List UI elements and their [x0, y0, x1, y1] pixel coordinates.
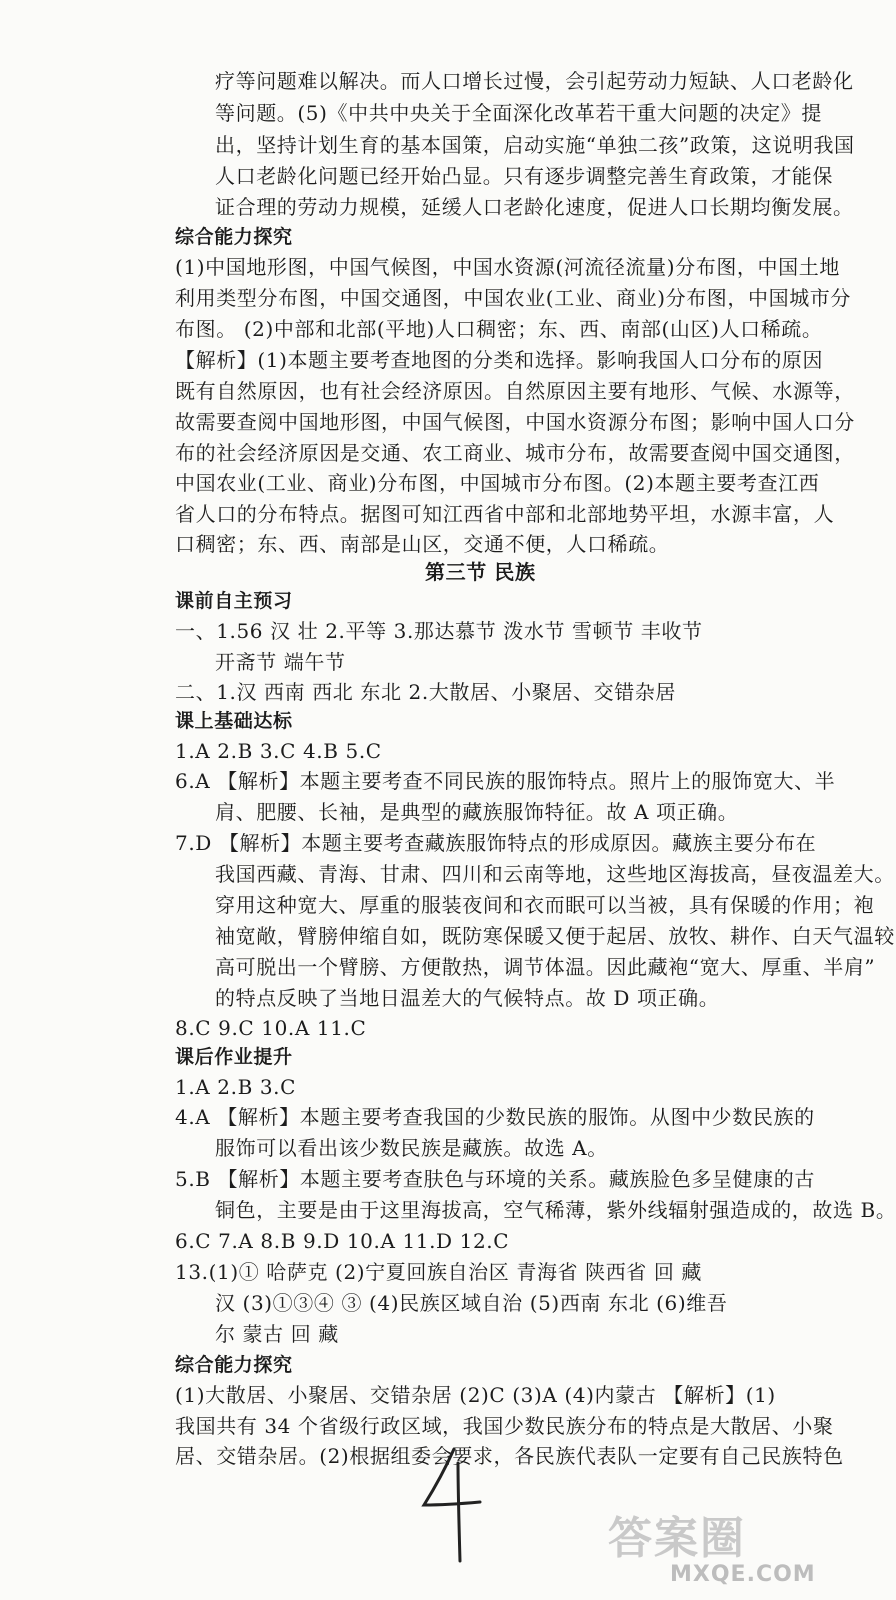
- section-heading: 课上基础达标: [175, 710, 293, 732]
- paragraph-line: 的特点反映了当地日温差大的气候特点。故 D 项正确。: [215, 986, 720, 1010]
- site-watermark: [600, 1500, 816, 1595]
- section-heading: 综合能力探究: [175, 226, 293, 248]
- handwritten-page-number: [418, 1445, 488, 1565]
- paragraph-line: 4.A 【解析】本题主要考查我国的少数民族的服饰。从图中少数民族的: [175, 1105, 815, 1129]
- section-heading: 课后作业提升: [175, 1046, 293, 1068]
- paragraph-line: 【解析】(1)本题主要考查地图的分类和选择。影响我国人口分布的原因: [175, 348, 824, 372]
- paragraph-line: 中国农业(工业、商业)分布图，中国城市分布图。(2)本题主要考查江西: [175, 471, 820, 495]
- paragraph-line: 布的社会经济原因是交通、农工商业、城市分布，故需要查阅中国交通图，: [175, 441, 855, 465]
- paragraph-line: 一、1.56 汉 壮 2.平等 3.那达慕节 泼水节 雪顿节 丰收节: [175, 619, 703, 643]
- paragraph-line: 6.A 【解析】本题主要考查不同民族的服饰特点。照片上的服饰宽大、半: [175, 769, 836, 793]
- paragraph-line: 人口老龄化问题已经开始凸显。只有逐步调整完善生育政策，才能保: [215, 164, 833, 188]
- paragraph-line: 1.A 2.B 3.C: [175, 1075, 297, 1099]
- paragraph-line: 5.B 【解析】本题主要考查肤色与环境的关系。藏族脸色多呈健康的古: [175, 1167, 815, 1191]
- paragraph-line: (1)中国地形图，中国气候图，中国水资源(河流径流量)分布图，中国土地: [175, 255, 840, 279]
- paragraph-line: 居、交错杂居。(2)根据组委会要求，各民族代表队一定要有自己民族特色: [175, 1444, 844, 1468]
- paragraph-line: 出，坚持计划生育的基本国策，启动实施“单独二孩”政策，这说明我国: [215, 133, 855, 157]
- section-title: 第三节 民族: [425, 560, 536, 584]
- paragraph-line: 等问题。(5)《中共中央关于全面深化改革若干重大问题的决定》提: [215, 101, 822, 125]
- paragraph-line: 故需要查阅中国地形图，中国气候图，中国水资源分布图；影响中国人口分: [175, 410, 855, 434]
- paragraph-line: 穿用这种宽大、厚重的服装夜间和衣而眠可以当被，具有保暖的作用；袍: [215, 893, 875, 917]
- paragraph-line: 口稠密；东、西、南部是山区，交通不便，人口稀疏。: [175, 532, 670, 556]
- paragraph-line: 布图。 (2)中部和北部(平地)人口稠密；东、西、南部(山区)人口稀疏。: [175, 317, 823, 341]
- paragraph-line: 证合理的劳动力规模，延缓人口老龄化速度，促进人口长期均衡发展。: [215, 195, 854, 219]
- paragraph-line: 既有自然原因，也有社会经济原因。自然原因主要有地形、气候、水源等，: [175, 379, 855, 403]
- paragraph-line: 我国共有 34 个省级行政区域，我国少数民族分布的特点是大散居、小聚: [175, 1414, 834, 1438]
- paragraph-line: 6.C 7.A 8.B 9.D 10.A 11.D 12.C: [175, 1229, 510, 1253]
- handwritten-four-glyph: [418, 1445, 488, 1565]
- paragraph-line: 13.(1)① 哈萨克 (2)宁夏回族自治区 青海省 陕西省 回 藏: [175, 1260, 703, 1284]
- paragraph-line: 开斋节 端午节: [215, 650, 346, 674]
- paragraph-line: 疗等问题难以解决。而人口增长过慢，会引起劳动力短缺、人口老龄化: [215, 69, 854, 93]
- watermark-seal: 答案圈: [608, 1513, 746, 1564]
- paragraph-line: 利用类型分布图，中国交通图，中国农业(工业、商业)分布图，中国城市分: [175, 286, 852, 310]
- watermark-url: MXQE.COM: [670, 1562, 816, 1587]
- paragraph-line: 高可脱出一个臂膀、方便散热，调节体温。因此藏袍“宽大、厚重、半肩”: [215, 955, 876, 979]
- paragraph-line: 汉 (3)①③④ ③ (4)民族区域自治 (5)西南 东北 (6)维吾: [215, 1291, 728, 1315]
- paragraph-line: 我国西藏、青海、甘肃、四川和云南等地，这些地区海拔高，昼夜温差大。: [215, 862, 895, 886]
- paragraph-line: (1)大散居、小聚居、交错杂居 (2)C (3)A (4)内蒙古 【解析】(1): [175, 1383, 776, 1407]
- paragraph-line: 8.C 9.C 10.A 11.C: [175, 1016, 367, 1040]
- paragraph-line: 服饰可以看出该少数民族是藏族。故选 A。: [215, 1136, 608, 1160]
- paragraph-line: 7.D 【解析】本题主要考查藏族服饰特点的形成原因。藏族主要分布在: [175, 831, 817, 855]
- paragraph-line: 铜色，主要是由于这里海拔高，空气稀薄，紫外线辐射强造成的，故选 B。: [215, 1198, 896, 1222]
- paragraph-line: 尔 蒙古 回 藏: [215, 1322, 339, 1346]
- paragraph-line: 省人口的分布特点。据图可知江西省中部和北部地势平坦，水源丰富，人: [175, 502, 835, 526]
- section-heading: 综合能力探究: [175, 1354, 293, 1376]
- section-heading: 课前自主预习: [175, 590, 293, 612]
- paragraph-line: 二、1.汉 西南 西北 东北 2.大散居、小聚居、交错杂居: [175, 680, 676, 704]
- paragraph-line: 袖宽敞，臂膀伸缩自如，既防寒保暖又便于起居、放牧、耕作、白天气温较: [215, 924, 895, 948]
- paragraph-line: 1.A 2.B 3.C 4.B 5.C: [175, 739, 382, 763]
- paragraph-line: 肩、肥腰、长袖，是典型的藏族服饰特征。故 A 项正确。: [215, 800, 739, 824]
